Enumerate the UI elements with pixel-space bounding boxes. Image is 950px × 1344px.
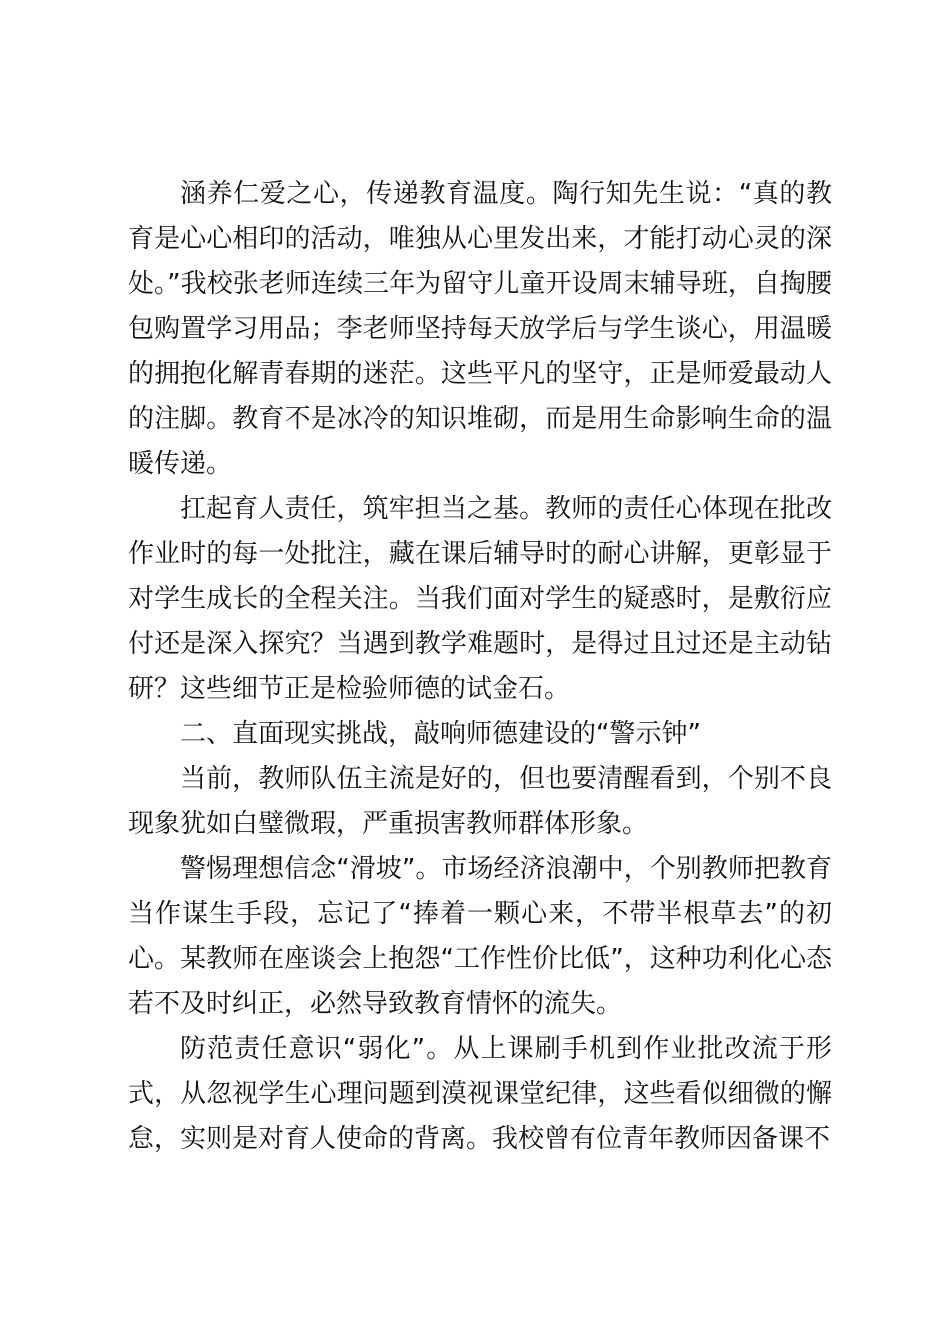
paragraph-4: 警惕理想信念“滑坡”。市场经济浪潮中，个别教师把教育当作谋生手段，忘记了“捧着一颗心来，不带半根草去”的初心。某教师在座谈会上抱怨“工作性价比低”，这种功利化心态若不及时纠正，必然导致教育情怀的流失。 [128,854,832,1019]
paragraph-5: 防范责任意识“弱化”。从上课刷手机到作业批改流于形式，从忽视学生心理问题到漠视课堂纪律，这些看似细微的懈怠，实则是对育人使命的背离。我校曾有位青年教师因备课不 [128,1034,832,1154]
paragraph-3: 当前，教师队伍主流是好的，但也要清醒看到，个别不良现象犹如白璧微瑕，严重损害教师群体形象。 [128,764,832,839]
document-body [128,172,832,1162]
paragraph-1: 涵养仁爱之心，传递教育温度。陶行知先生说：“真的教育是心心相印的活动，唯独从心里发出来，才能打动心灵的深处。”我校张老师连续三年为留守儿童开设周末辅导班，自掏腰包购置学习用品；李老师坚持每天放学后与学生谈心，用温暖的拥抱化解青春期的迷茫。这些平凡的坚守，正是师爱最动人的注脚。教育不是冰冷的知识堆砌，而是用生命影响生命的温暖传递。 [128,179,832,479]
paragraph-2: 扛起育人责任，筑牢担当之基。教师的责任心体现在批改作业时的每一处批注，藏在课后辅导时的耐心讲解，更彰显于对学生成长的全程关注。当我们面对学生的疑惑时，是敷衍应付还是深入探究？当遇到教学难题时，是得过且过还是主动钻研？这些细节正是检验师德的试金石。 [128,494,832,704]
section-heading: 二、直面现实挑战，敲响师德建设的“警示钟” [180,719,701,749]
